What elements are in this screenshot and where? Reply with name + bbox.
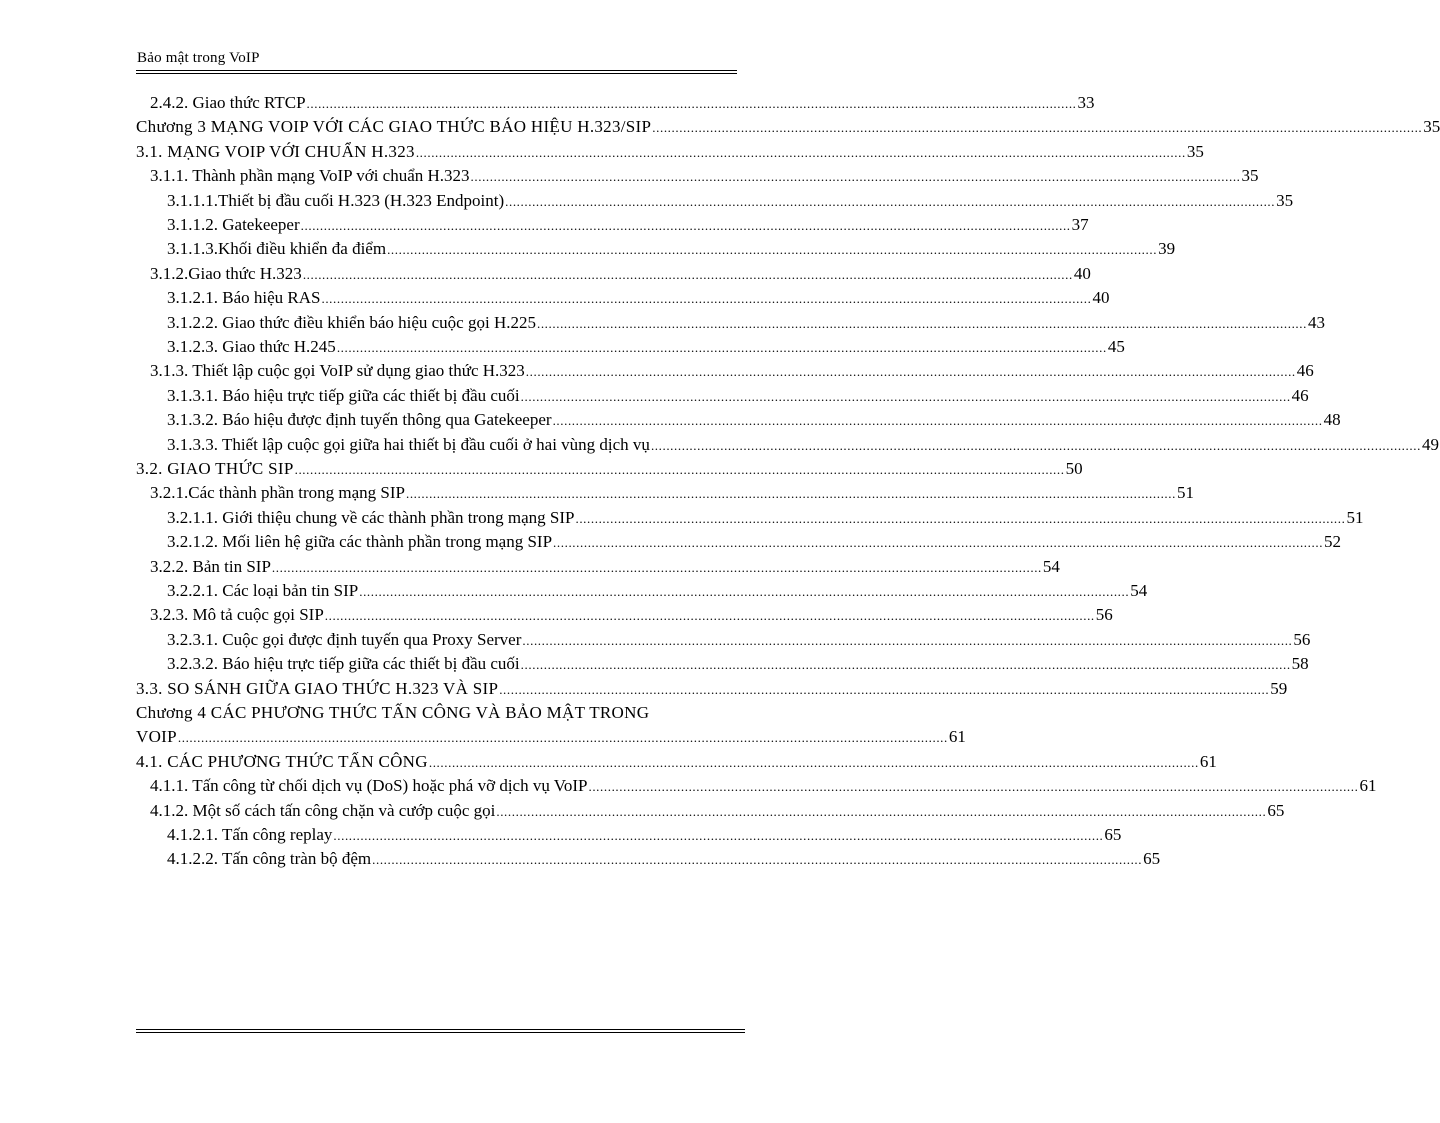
- toc-entry[interactable]: [167, 408, 1341, 432]
- toc-entry-title: 4.1.2.1. Tấn công replay: [167, 825, 333, 844]
- toc-entry-page: 35: [1276, 190, 1294, 210]
- toc-entry-page: 54: [1042, 556, 1060, 576]
- toc-entry[interactable]: [136, 115, 1440, 139]
- toc-entry-title: 3.2. GIAO THỨC SIP: [136, 459, 294, 478]
- footer-rule: [136, 1029, 745, 1030]
- header-rule: [136, 73, 737, 74]
- toc-entry[interactable]: [167, 823, 1122, 847]
- toc-entry[interactable]: [150, 359, 1314, 383]
- toc-entry[interactable]: [167, 311, 1325, 335]
- toc-entry-page: 61: [948, 727, 966, 747]
- toc-entry-page: 65: [1143, 849, 1161, 869]
- toc-entry-title: 3.1.1.3.Khối điều khiển đa điểm: [167, 239, 387, 259]
- toc-entry-title: 3.3. SO SÁNH GIỮA GIAO THỨC H.323 VÀ SIP: [136, 678, 499, 698]
- header-title: Bảo mật trong VoIP: [137, 50, 260, 66]
- toc-entry-title: 3.1.2.1. Báo hiệu RAS: [167, 288, 321, 308]
- toc-entry-page: 45: [1107, 337, 1125, 356]
- toc-entry-page: 65: [1267, 800, 1285, 820]
- toc-dot-leader: ........................................................................................................................................................................................................: [321, 291, 1092, 307]
- toc-entry-title: 4.1.1. Tấn công từ chối dịch vụ (DoS) hoặc phá vỡ dịch vụ VoIP: [150, 776, 588, 796]
- toc-entry-title: 3.1.1.2. Gatekeeper: [167, 215, 300, 234]
- toc-entry-title: 3.1.3.1. Báo hiệu trực tiếp giữa các thiết bị đầu cuối: [167, 385, 520, 405]
- toc-dot-leader: ........................................................................................................................................................................................................: [324, 608, 1095, 624]
- toc-entry-page: 43: [1307, 312, 1325, 332]
- toc-entry[interactable]: [136, 750, 1217, 774]
- toc-entry-title: 3.1.2.2. Giao thức điều khiển báo hiệu cuộc gọi H.225: [167, 312, 536, 332]
- toc-entry-page: 52: [1324, 532, 1342, 552]
- toc-entry-page: 58: [1291, 654, 1309, 674]
- toc-entry-title: 4.1. CÁC PHƯƠNG THỨC TẤN CÔNG: [136, 751, 428, 771]
- toc-dot-leader: ........................................................................................................................................................................................................: [522, 632, 1293, 648]
- toc-entry-title: 3.1.3. Thiết lập cuộc gọi VoIP sử dụng giao thức H.323: [150, 361, 525, 381]
- toc-entry[interactable]: [167, 579, 1148, 603]
- toc-entry-page: 35: [1423, 117, 1440, 137]
- toc-dot-leader: ........................................................................................................................................................................................................: [359, 584, 1130, 599]
- toc-dot-leader: ........................................................................................................................................................................................................: [553, 535, 1324, 551]
- toc-entry-page: 48: [1323, 410, 1341, 430]
- toc-entry-title: 3.1.2.Giao thức H.323: [150, 263, 302, 283]
- toc-dot-leader: ........................................................................................................................................................................................................: [496, 803, 1267, 819]
- toc-entry[interactable]: [150, 799, 1285, 823]
- toc-dot-leader: ........................................................................................................................................................................................................: [520, 388, 1291, 404]
- toc-entry-title: Chương 3 MẠNG VOIP VỚI CÁC GIAO THỨC BÁO HIỆU H.323/SIP: [136, 117, 652, 137]
- toc-entry-title: 3.2.3.2. Báo hiệu trực tiếp giữa các thiết bị đầu cuối: [167, 654, 520, 674]
- toc-dot-leader: ........................................................................................................................................................................................................: [536, 315, 1307, 331]
- toc-dot-leader: ........................................................................................................................................................................................................: [525, 364, 1296, 380]
- footer-rule: [136, 1032, 745, 1033]
- toc-dot-leader: ........................................................................................................................................................................................................: [333, 828, 1104, 843]
- toc-entry[interactable]: [167, 384, 1309, 408]
- toc-entry[interactable]: [167, 237, 1176, 261]
- toc-dot-leader: ........................................................................................................................................................................................................: [652, 120, 1423, 136]
- toc-entry[interactable]: [136, 701, 736, 725]
- toc-entry-title: 3.2.1.Các thành phần trong mạng SIP: [150, 483, 405, 503]
- toc-entry-page: 50: [1065, 459, 1083, 478]
- toc-entry-title: Chương 4 CÁC PHƯƠNG THỨC TẤN CÔNG VÀ BẢO MẬT TRONG: [136, 703, 650, 722]
- toc-entry-page: 54: [1130, 581, 1148, 600]
- toc-dot-leader: ........................................................................................................................................................................................................: [499, 681, 1270, 697]
- toc-entry-title: 3.2.1.1. Giới thiệu chung về các thành phần trong mạng SIP: [167, 507, 575, 527]
- toc-entry-page: 51: [1176, 483, 1194, 503]
- toc-entry-title: 3.2.3.1. Cuộc gọi được định tuyến qua Proxy Server: [167, 629, 522, 649]
- toc-entry-page: 56: [1095, 605, 1113, 625]
- toc-dot-leader: ........................................................................................................................................................................................................: [575, 510, 1346, 526]
- toc-entry-page: 61: [1359, 776, 1377, 796]
- toc-entry[interactable]: [167, 628, 1311, 652]
- toc-entry[interactable]: [167, 433, 1439, 457]
- toc-entry-page: 49: [1421, 434, 1439, 454]
- toc-dot-leader: ........................................................................................................................................................................................................: [415, 144, 1186, 160]
- toc-entry[interactable]: [150, 555, 1060, 579]
- toc-entry[interactable]: [167, 286, 1110, 310]
- toc-entry-title: 3.1. MẠNG VOIP VỚI CHUẨN H.323: [136, 141, 415, 161]
- toc-entry-title: 4.1.2.2. Tấn công tràn bộ đệm: [167, 849, 372, 869]
- toc-entry[interactable]: [136, 677, 1288, 701]
- toc-dot-leader: ........................................................................................................................................................................................................: [294, 462, 1065, 477]
- toc-entry[interactable]: [150, 603, 1113, 627]
- toc-entry[interactable]: [150, 164, 1259, 188]
- toc-entry-page: 35: [1241, 166, 1259, 186]
- toc-dot-leader: ........................................................................................................................................................................................................: [177, 730, 948, 746]
- toc-dot-leader: ........................................................................................................................................................................................................: [470, 169, 1241, 185]
- toc-dot-leader: ........................................................................................................................................................................................................: [405, 486, 1176, 502]
- toc-entry[interactable]: [167, 335, 1125, 359]
- toc-dot-leader: ........................................................................................................................................................................................................: [306, 96, 1077, 111]
- toc-entry[interactable]: [167, 847, 1161, 871]
- toc-dot-leader: ........................................................................................................................................................................................................: [505, 193, 1276, 209]
- toc-entry-title: 3.2.1.2. Mối liên hệ giữa các thành phần trong mạng SIP: [167, 532, 553, 552]
- toc-dot-leader: ........................................................................................................................................................................................................: [520, 657, 1291, 673]
- toc-entry-page: 39: [1158, 239, 1176, 259]
- toc-entry[interactable]: [136, 725, 966, 749]
- toc-entry[interactable]: [167, 189, 1294, 213]
- toc-entry[interactable]: [136, 457, 1083, 481]
- toc-entry-page: 51: [1346, 507, 1364, 527]
- toc-entry[interactable]: [136, 140, 1204, 164]
- toc-entry-page: 40: [1073, 263, 1091, 283]
- toc-entry-page: 35: [1186, 141, 1204, 161]
- toc-entry[interactable]: [150, 262, 1091, 286]
- toc-dot-leader: ........................................................................................................................................................................................................: [302, 266, 1073, 282]
- toc-entry-title: 3.2.2.1. Các loại bản tin SIP: [167, 581, 359, 600]
- toc-entry-page: 33: [1077, 93, 1095, 112]
- toc-entry-page: 65: [1104, 825, 1122, 844]
- toc-dot-leader: ........................................................................................................................................................................................................: [588, 779, 1359, 795]
- toc-entry[interactable]: [167, 652, 1309, 676]
- toc-entry-page: 46: [1296, 361, 1314, 381]
- toc-dot-leader: ........................................................................................................................................................................................................: [336, 340, 1107, 355]
- toc-entry-page: 56: [1293, 629, 1311, 649]
- toc-entry-page: 46: [1291, 385, 1309, 405]
- toc-entry[interactable]: [150, 481, 1194, 505]
- toc-dot-leader: ........................................................................................................................................................................................................: [650, 437, 1421, 453]
- toc-entry-page: 37: [1071, 215, 1089, 234]
- toc-entry[interactable]: [167, 506, 1364, 530]
- toc-dot-leader: ........................................................................................................................................................................................................: [300, 218, 1071, 233]
- toc-dot-leader: ........................................................................................................................................................................................................: [428, 754, 1199, 770]
- toc-entry[interactable]: [150, 774, 1377, 798]
- toc-dot-leader: ........................................................................................................................................................................................................: [271, 559, 1042, 575]
- toc-dot-leader: ........................................................................................................................................................................................................: [552, 413, 1323, 429]
- toc-entry[interactable]: [150, 91, 1095, 115]
- toc-entry-page: 40: [1092, 288, 1110, 308]
- toc-entry[interactable]: [167, 530, 1342, 554]
- toc-entry-title: 3.2.2. Bản tin SIP: [150, 556, 271, 576]
- toc-entry-title: VOIP: [136, 727, 177, 747]
- header-rule: [136, 70, 737, 71]
- toc-entry-title: 4.1.2. Một số cách tấn công chặn và cướp cuộc gọi: [150, 800, 496, 820]
- toc-entry-title: 3.2.3. Mô tả cuộc gọi SIP: [150, 605, 324, 625]
- toc-entry-title: 3.1.3.2. Báo hiệu được định tuyến thông qua Gatekeeper: [167, 410, 552, 430]
- toc-dot-leader: ........................................................................................................................................................................................................: [387, 242, 1158, 258]
- toc-entry-title: 3.1.1. Thành phần mạng VoIP với chuẩn H.323: [150, 166, 470, 186]
- toc-dot-leader: ........................................................................................................................................................................................................: [372, 852, 1143, 868]
- toc-entry-title: 3.1.3.3. Thiết lập cuộc gọi giữa hai thiết bị đầu cuối ở hai vùng dịch vụ: [167, 434, 650, 454]
- toc-entry-page: 59: [1270, 678, 1288, 698]
- toc-entry-title: 3.1.2.3. Giao thức H.245: [167, 337, 336, 356]
- toc-entry-page: 61: [1199, 751, 1217, 771]
- toc-entry[interactable]: [167, 213, 1089, 237]
- toc-entry-title: 2.4.2. Giao thức RTCP: [150, 93, 306, 112]
- toc-entry-title: 3.1.1.1.Thiết bị đầu cuối H.323 (H.323 Endpoint): [167, 190, 505, 210]
